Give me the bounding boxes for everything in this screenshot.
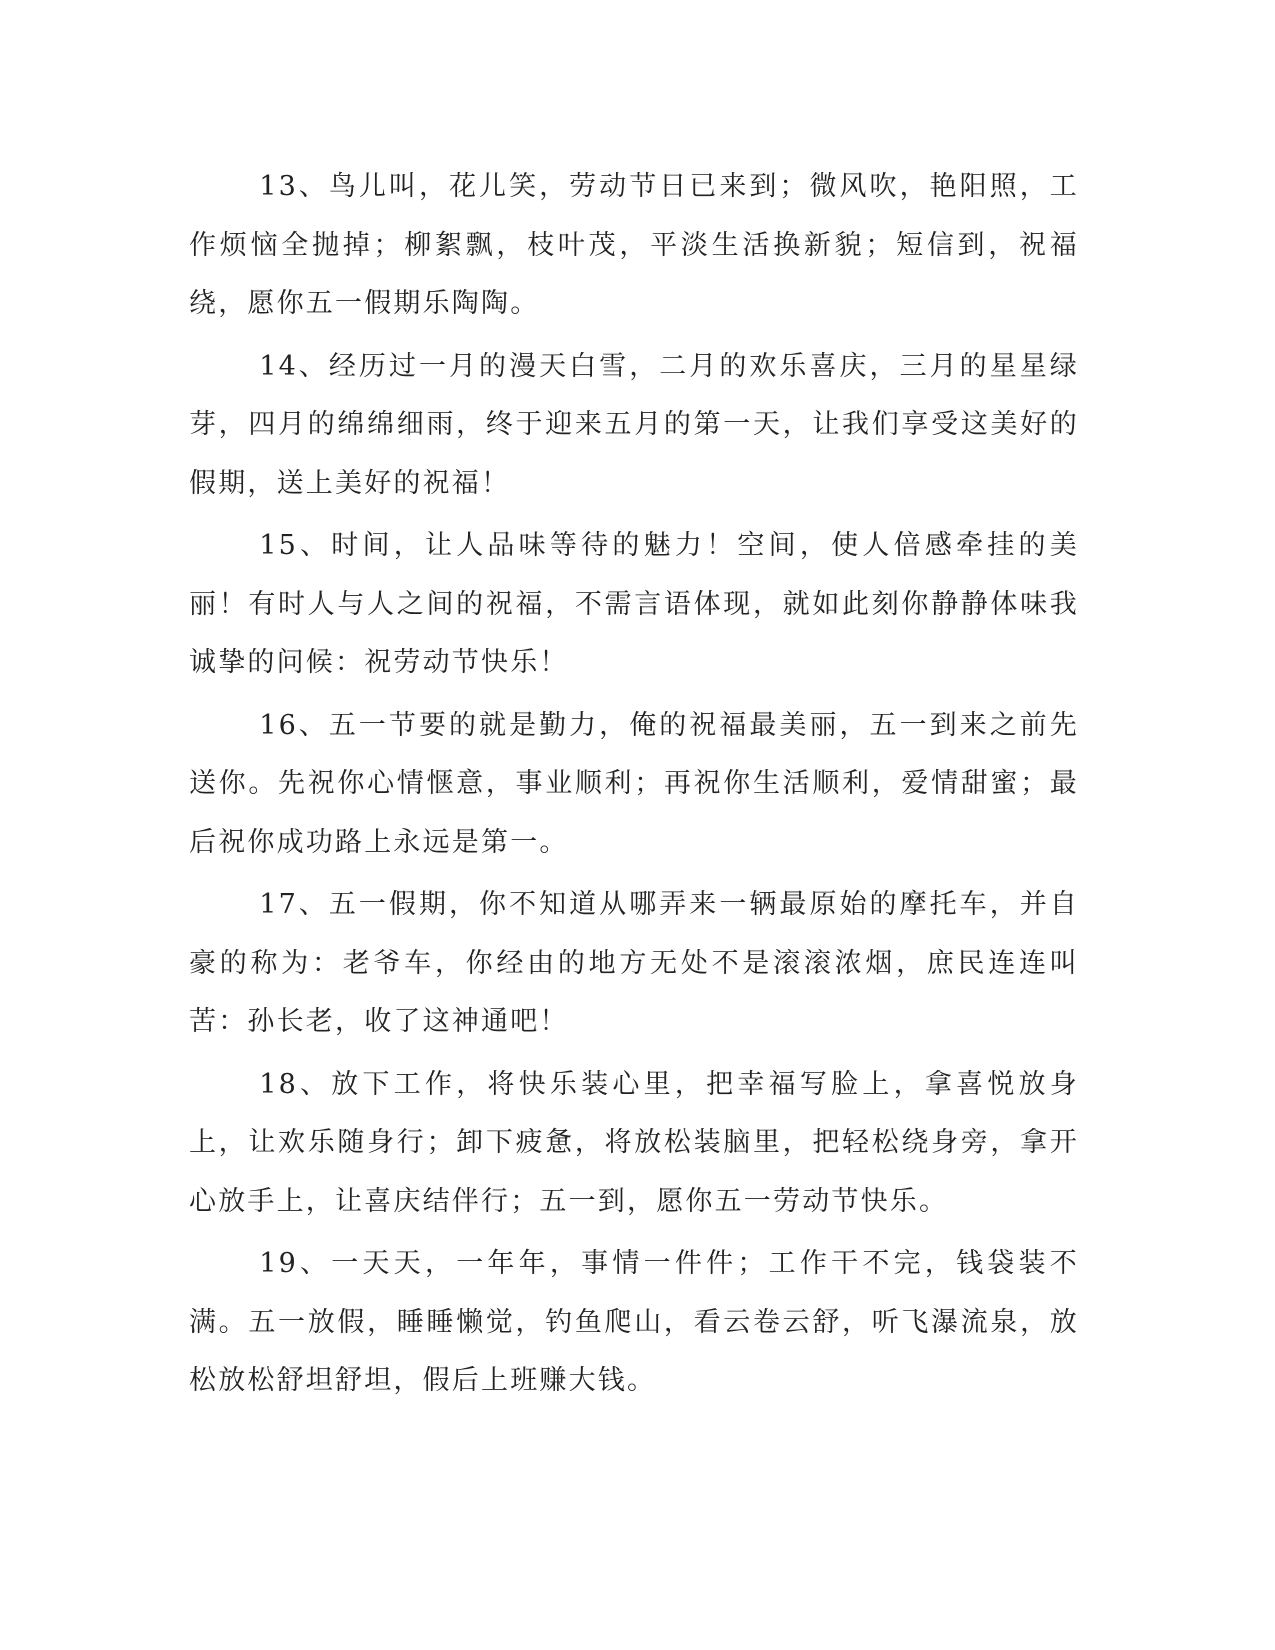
paragraph-16: 16、五一节要的就是勤力，俺的祝福最美丽，五一到来之前先送你。先祝你心情惬意，事业顺利；再祝你生活顺利，爱情甜蜜；最后祝你成功路上永远是第一。 xyxy=(189,709,1079,858)
paragraph-14: 14、经历过一月的漫天白雪，二月的欢乐喜庆，三月的星星绿芽，四月的绵绵细雨，终于迎来五月的第一天，让我们享受这美好的假期，送上美好的祝福！ xyxy=(189,350,1079,499)
paragraph-18: 18、放下工作，将快乐装心里，把幸福写脸上，拿喜悦放身上，让欢乐随身行；卸下疲惫，将放松装脑里，把轻松绕身旁，拿开心放手上，让喜庆结伴行；五一到，愿你五一劳动节快乐。 xyxy=(189,1068,1079,1217)
paragraph-19: 19、一天天，一年年，事情一件件；工作干不完，钱袋装不满。五一放假，睡睡懒觉，钓鱼爬山，看云卷云舒，听飞瀑流泉，放松放松舒坦舒坦，假后上班赚大钱。 xyxy=(189,1248,1079,1396)
paragraph-15: 15、时间，让人品味等待的魅力！空间，使人倍感牵挂的美丽！有时人与人之间的祝福，不需言语体现，就如此刻你静静体味我诚挚的问候：祝劳动节快乐！ xyxy=(189,530,1079,678)
paragraph-17: 17、五一假期，你不知道从哪弄来一辆最原始的摩托车，并自豪的称为：老爷车，你经由的地方无处不是滚滚浓烟，庶民连连叫苦：孙长老，收了这神通吧！ xyxy=(189,889,1079,1037)
document-body xyxy=(189,158,1079,1415)
paragraph-13: 13、鸟儿叫，花儿笑，劳动节日已来到；微风吹，艳阳照，工作烦恼全抛掉；柳絮飘，枝叶茂，平淡生活换新貌；短信到，祝福绕，愿你五一假期乐陶陶。 xyxy=(189,171,1079,319)
